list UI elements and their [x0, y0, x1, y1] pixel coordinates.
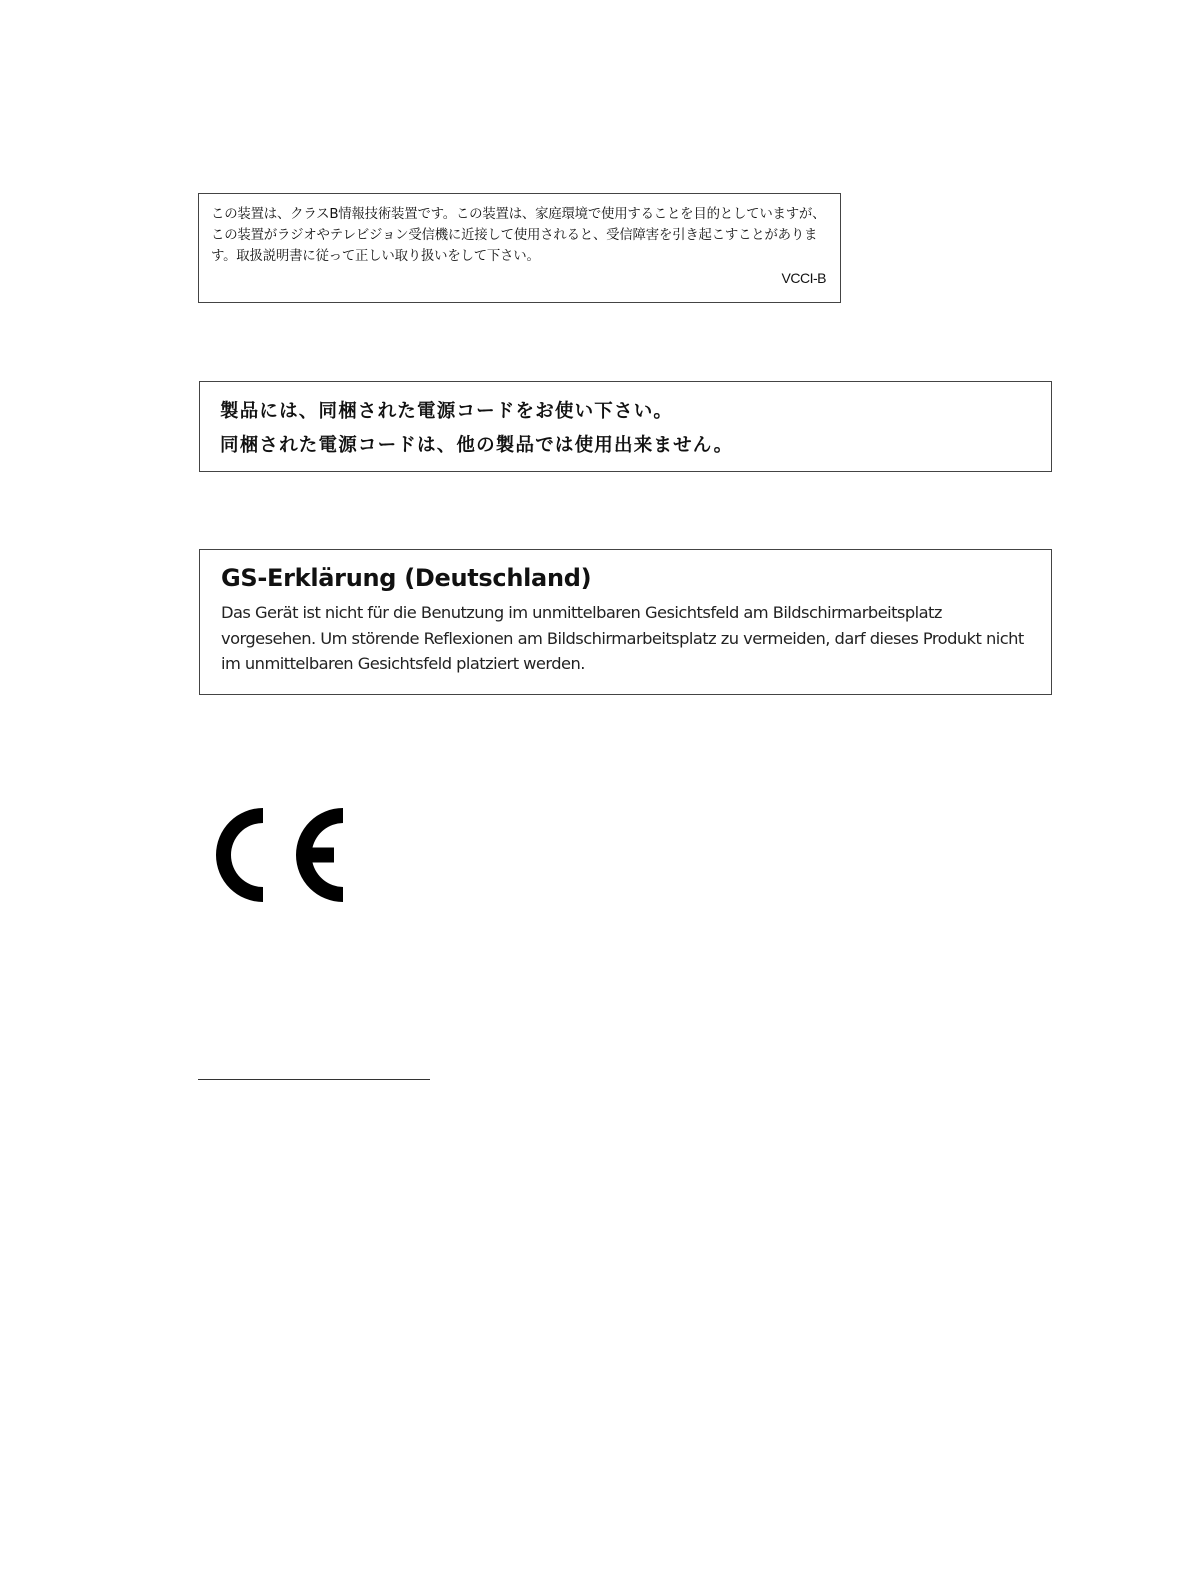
vcci-notice-box [198, 193, 841, 303]
power-cord-notice-line-1: 製品には、同梱された電源コードをお使い下さい。 [220, 401, 674, 422]
power-cord-notice-box [199, 381, 1052, 472]
ce-mark-icon [213, 802, 348, 908]
gs-declaration-title: GS-Erklärung (Deutschland) [221, 564, 592, 592]
vcci-notice-text: この装置は、クラスB情報技術装置です。この装置は、家庭環境で使用することを目的としていますが、この装置がラジオやテレビジョン受信機に近接して使用されると、受信障害を引き起こすことがあります。取扱説明書に従って正しい取り扱いをして下さい。 [211, 207, 826, 264]
footnote-separator [198, 1079, 430, 1080]
power-cord-notice-line-2: 同梱された電源コードは、他の製品では使用出来ません。 [220, 435, 734, 456]
gs-declaration-box [199, 549, 1052, 695]
gs-declaration-body: Das Gerät ist nicht für die Benutzung im unmittelbaren Gesichtsfeld am Bildschirmarbeitsplatz vorgesehen. Um störende Reflexionen am Bildschirmarbeitsplatz zu vermeiden, darf dieses Produkt nicht im unmittelbaren Gesichtsfeld platziert werden. [221, 603, 1024, 673]
vcci-code-label: VCCI-B [781, 270, 826, 286]
